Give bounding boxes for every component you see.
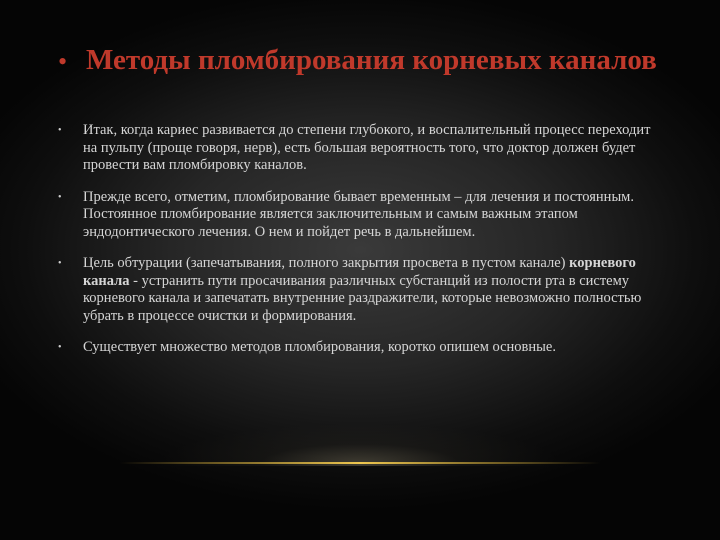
- decorative-accent-line: [120, 462, 600, 464]
- list-item-text-end: - устранить пути просачивания различных субстанций из полости рта в систему корневого канала и запечатать внутренние раздражители, которые невозможно полностью убрать в процессе очистки и формирования.: [83, 272, 642, 324]
- decorative-glow: [160, 420, 560, 466]
- list-item-text: Итак, когда кариес развивается до степени глубокого, и воспалительный процесс переходит на пульпу (проще говоря, нерв), есть большая вероятность того, что доктор должен будет провести вам пломбировку каналов.: [83, 122, 651, 173]
- bullet-dot: •: [58, 258, 62, 269]
- list-item-text: Прежде всего, отметим, пломбирование бывает временным – для лечения и постоянным. Постоянное пломбирование является заключительным и самым важным этапом эндодонтического лечения. О нем и пойдет речь в дальнейшем.: [83, 188, 634, 240]
- list-item-text-bold: корневого канала: [83, 255, 636, 289]
- list-item-text: Существует множество методов пломбирования, коротко опишем основные.: [83, 339, 556, 355]
- title-bullet: •: [58, 47, 68, 76]
- bullet-list: [58, 122, 668, 371]
- list-item-text-start: Цель обтурации (запечатывания, полного закрытия просвета в пустом канале): [83, 255, 570, 271]
- list-item: [58, 122, 668, 175]
- list-item: [58, 189, 668, 242]
- bullet-dot: •: [58, 125, 62, 136]
- bullet-dot: •: [58, 342, 62, 353]
- bullet-dot: •: [58, 191, 62, 203]
- list-item: [58, 255, 668, 325]
- slide-title: Методы пломбирования корневых каналов: [86, 44, 657, 76]
- slide-title-block: [58, 44, 668, 76]
- list-item: [58, 339, 668, 357]
